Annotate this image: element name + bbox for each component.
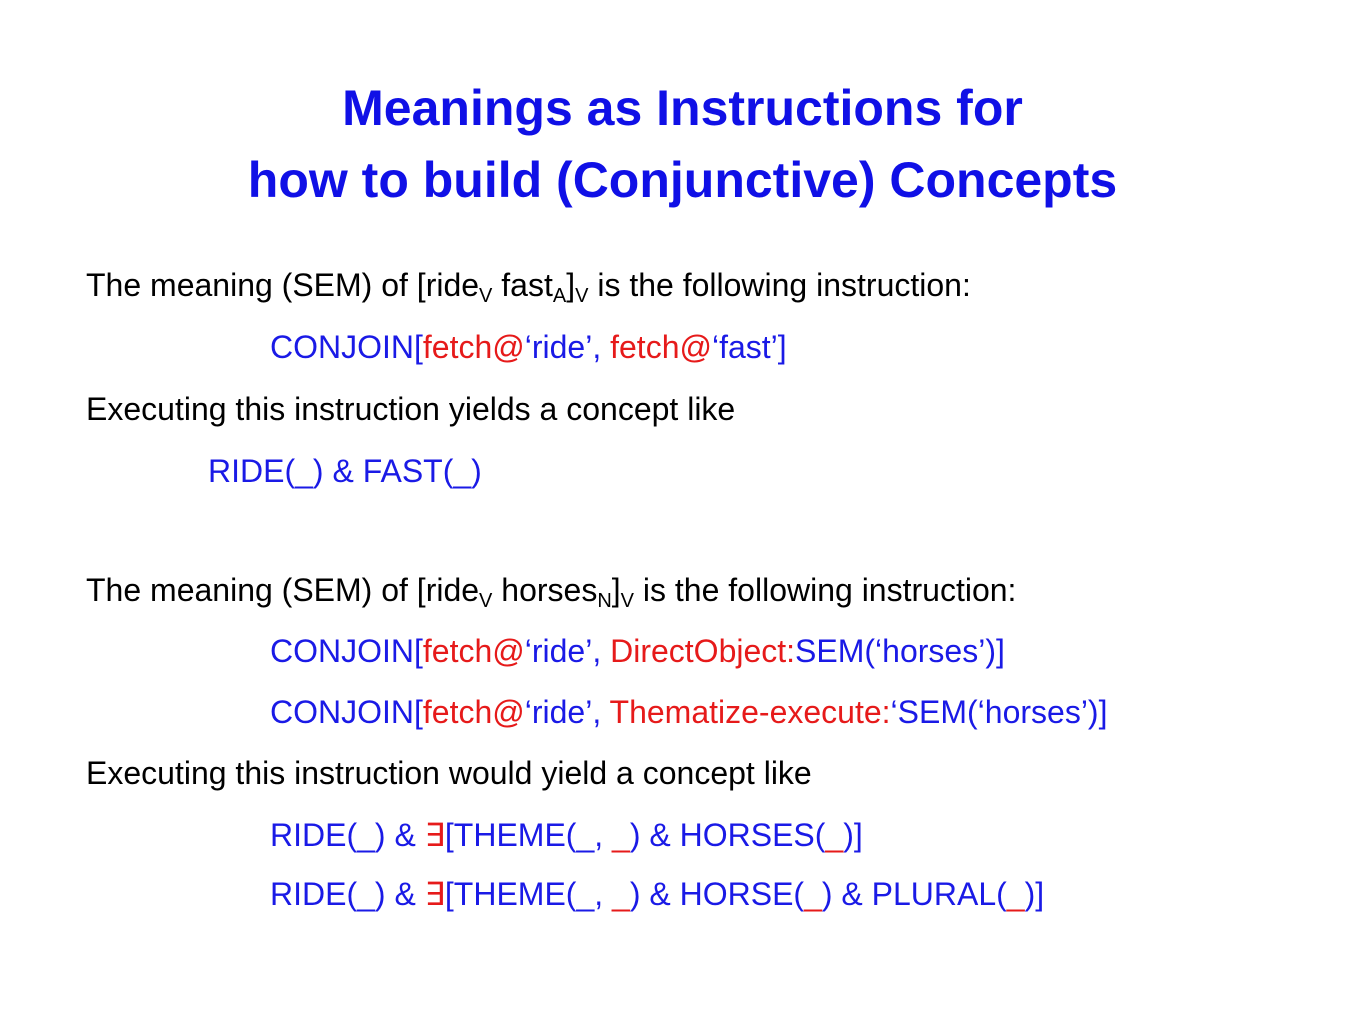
subscript-v: V — [479, 590, 493, 612]
intro-text: is the following instruction: — [588, 267, 971, 303]
bracket: ] — [611, 572, 621, 608]
bracket: ] — [566, 267, 576, 303]
variable-marker: _ — [612, 876, 630, 912]
fetch-keyword: fetch@ — [422, 329, 525, 365]
intro-text: is the following instruction: — [634, 572, 1017, 608]
block1-executing: Executing this instruction yields a concept like — [86, 391, 736, 427]
fetch-keyword: fetch@ — [610, 329, 712, 365]
thematize-keyword: Thematize-execute: — [609, 694, 891, 730]
concept-text: RIDE(_) & — [270, 876, 425, 912]
intro-text: fast — [492, 267, 553, 303]
instruction-arg: SEM(‘horses’)] — [795, 633, 1005, 669]
block2-instruction-1 — [270, 631, 1005, 671]
concept-text: ) & HORSES( — [629, 817, 826, 853]
subscript-v: V — [479, 285, 493, 307]
exists-symbol: ∃ — [424, 876, 445, 912]
instruction-arg: ‘ride’, — [524, 633, 611, 669]
conjoin-keyword: CONJOIN[ — [270, 694, 423, 730]
conjoin-keyword: CONJOIN[ — [270, 633, 423, 669]
variable-marker: _ — [825, 817, 844, 853]
block1-intro — [86, 265, 971, 305]
variable-marker: _ — [612, 817, 630, 853]
concept-text: )] — [843, 817, 863, 853]
title-line-1: Meanings as Instructions for — [342, 80, 1023, 136]
slide-title — [0, 72, 1365, 216]
intro-text: The meaning (SEM) of [ride — [86, 267, 480, 303]
block2-intro — [86, 570, 1016, 610]
conjoin-keyword: CONJOIN[ — [270, 329, 423, 365]
block2-instruction-2 — [270, 692, 1107, 732]
block2-concept-1 — [270, 815, 863, 855]
subscript-n: N — [597, 590, 612, 612]
block1-concept: RIDE(_) & FAST(_) — [208, 453, 482, 489]
instruction-arg: ‘SEM(‘horses’)] — [890, 694, 1108, 730]
subscript-v: V — [620, 590, 635, 612]
fetch-keyword: fetch@ — [422, 633, 525, 669]
block2-concept-2 — [270, 874, 1044, 914]
concept-text: [THEME(_, — [444, 817, 613, 853]
subscript-a: A — [552, 285, 567, 307]
variable-marker: _ — [1006, 876, 1025, 912]
variable-marker: _ — [804, 876, 822, 912]
concept-text: RIDE(_) & — [270, 817, 425, 853]
block1-instruction — [270, 327, 787, 367]
instruction-arg: ‘ride’, — [524, 694, 610, 730]
instruction-arg: ‘fast’] — [711, 329, 787, 365]
concept-text: ) & HORSE( — [629, 876, 805, 912]
intro-text: horses — [492, 572, 598, 608]
instruction-arg: ‘ride’, — [524, 329, 611, 365]
block2-executing: Executing this instruction would yield a concept like — [86, 755, 812, 791]
exists-symbol: ∃ — [424, 817, 445, 853]
concept-text: ) & PLURAL( — [821, 876, 1007, 912]
concept-text: [THEME(_, — [444, 876, 613, 912]
fetch-keyword: fetch@ — [422, 694, 525, 730]
title-line-2: how to build (Conjunctive) Concepts — [247, 152, 1118, 208]
subscript-v: V — [575, 285, 589, 307]
direct-object-keyword: DirectObject: — [610, 633, 796, 669]
intro-text: The meaning (SEM) of [ride — [86, 572, 480, 608]
concept-text: )] — [1024, 876, 1045, 912]
